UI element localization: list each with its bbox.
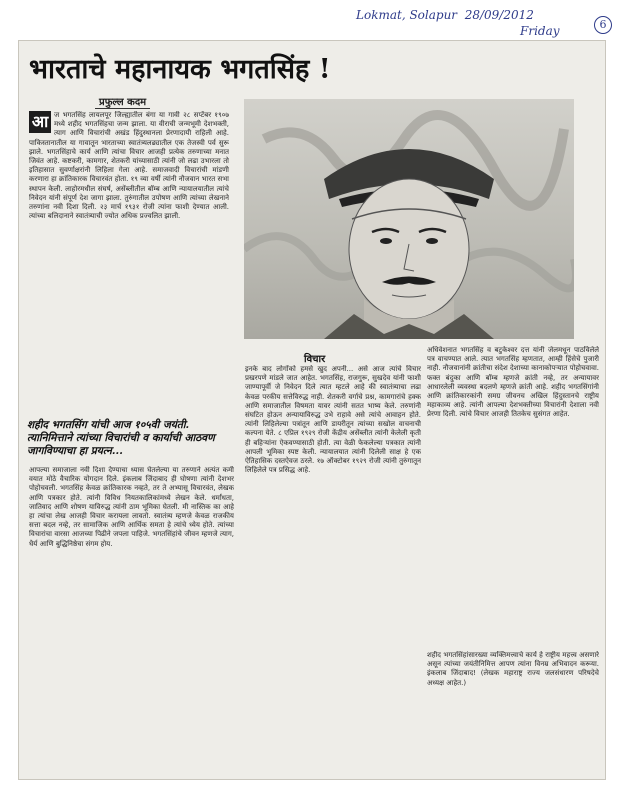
article-byline: प्रफुल्ल कदम: [95, 94, 150, 109]
column-text: शहीद भगतसिंहांसारख्या व्यक्तिमत्त्वाचे कार्य हे राष्ट्रीय महत्त्व असणारे असून त्यांच्या जयंतीनिमित्त आपण त्यांना विनम्र अभिवादन करूया. इंकलाब जिंदाबाद! (लेखक महाराष्ट्र राज्य जलसंधारण परिषदेचे अध्यक्ष आहेत.): [427, 651, 599, 687]
column-text: इनके बाद लोगोंको हमसे खुद अपनी... असे आज त्यांचे विचार प्रखरपणे मांडले जात आहेत. भगतसिंह, राजगुरू, सुखदेव यांनी फाशी जाण्यापूर्वी जे निवेदन दिले त्यात म्हटले आहे की स्वातंत्र्याचा लढा केवळ परकीय सत्तेविरुद्ध नाही. शेतकरी वर्गाचे प्रश्न, कामगारांचे हक्क आणि समाजातील विषमता यावर त्यांनी सतत भाष्य केले. तरुणांनी संघटित होऊन अन्यायाविरुद्ध उभे राहावे असे त्यांचे आवाहन होते. त्यांनी लिहिलेल्या पत्रांतून आणि डायरीतून त्यांच्या सखोल वाचनाची कल्पना येते. ८ एप्रिल १९२९ रोजी केंद्रीय असेंब्लीत त्यांनी केलेली कृती ही बहिऱ्यांना ऐकवण्यासाठी होती. त्या वेळी फेकलेल्या पत्रकात त्यांनी आपली भूमिका स्पष्ट केली. न्यायालयात त्यांनी दिलेली साक्ष हे एक ऐतिहासिक दस्तऐवज ठरले. १७ ऑक्टोबर १९२९ रोजी त्यांनी तुरुंगातून लिहिलेले पत्र प्रसिद्ध आहे.: [245, 365, 421, 475]
article-column-left-top: [29, 111, 229, 411]
column-text: ज भगतसिंह लायलपूर जिल्ह्यातील बंगा या गावी २८ सप्टेंबर १९०७ मध्ये शहीद भगतसिंहचा जन्म झाला. या वीराची जन्मभूमी देशभक्ती, त्याग आणि विचारांची अखंड हिंदुस्थानला प्रेरणादायी राहिली आहे. पाकिस्तानातील या गावातून भारताच्या स्वातंत्र्यलढ्यातील एक तेजस्वी पर्व सुरू झाले. भगतसिंहाचे कार्य आणि त्यांचा विचार आजही प्रत्येक तरुणाच्या मनात जिवंत आहे. कष्टकरी, कामगार, शेतकरी यांच्यासाठी त्यांनी जो लढा उभारला तो इतिहासात सुवर्णाक्षरांनी लिहिला गेला आहे. समाजवादी विचारांची मांडणी करणारा हा क्रांतिकारक विचारवंत होता. १९ व्या वर्षी त्यांनी नौजवान भारत सभा स्थापन केली. लाहोरमधील संघर्ष, असेंब्लीतील बॉम्ब आणि न्यायालयातील त्यांचे निवेदन यांनी संपूर्ण देश जागा झाला. तुरुंगातील उपोषण आणि त्यांच्या लेखनाने तरुणांना नवी दिशा दिली. २३ मार्च १९३१ रोजी त्यांना फाशी देण्यात आली. त्यांच्या बलिदानाने स्वातंत्र्याची ज्योत अधिक प्रज्वलित झाली.: [29, 111, 229, 221]
column-text: आपल्या समाजाला नवी दिशा देण्याचा ध्यास घेतलेल्या या तरुणाने अत्यंत कमी वयात मोठे वैचारिक योगदान दिले. इंकलाब जिंदाबाद ही घोषणा त्यांनी देशभर पोहोचवली. भगतसिंह केवळ क्रांतिकारक नव्हते, तर ते अभ्यासू विचारवंत, लेखक आणि पत्रकार होते. त्यांनी विविध नियतकालिकांमध्ये लेखन केले. धर्मांधता, जातिवाद आणि शोषण याविरुद्ध त्यांनी ठाम भूमिका घेतली. मी नास्तिक का आहे हा त्यांचा लेख आजही विचार करायला लावतो. स्वातंत्र्य म्हणजे केवळ राजकीय सत्ता बदल नव्हे, तर सामाजिक आणि आर्थिक समता हे त्यांचे ध्येय होते. त्यांच्या विचारांचा वारसा आजच्या पिढीने जपला पाहिजे. भगतसिंहांचे जीवन म्हणजे त्याग, धैर्य आणि बुद्धिनिष्ठेचा संगम होय.: [29, 466, 234, 548]
handwritten-page-number: 6: [594, 16, 612, 34]
article-column-right-end: [427, 651, 599, 761]
section-label: विचार: [304, 354, 326, 365]
column-text: अधिवेशनात भगतसिंह व बटुकेश्वर दत्त यांनी जेलमधून पाठविलेले पत्र वाचण्यात आले. त्यात भगतसिंह म्हणतात, आम्ही हिंसेचे पुजारी नाही. नौजवानांनी क्रांतीचा संदेश देशाच्या कानाकोपऱ्यात पोहोचवावा. फक्त बंदुका आणि बॉम्ब म्हणजे क्रांती नव्हे, तर अन्यायावर आधारलेली व्यवस्था बदलणे म्हणजे क्रांती आहे. शहीद भगतसिंगांनी आणि क्रांतिकारकांनी समग्र जीवनच अखिल हिंदुस्तानचे राष्ट्रीय महाकाव्य आहे. त्यांनी आपल्या देशभक्तीच्या विचारांनी देशाला नवी प्रेरणा दिली. त्यांचे विचार आजही तितकेच सुसंगत आहेत.: [427, 346, 599, 419]
handwritten-source-date: [356, 8, 534, 22]
pull-quote: शहीद भगतसिंग यांची आज १०५वी जयंती. त्यानिमित्ताने त्यांच्या विचारांची व कार्याची आठवण जागविण्याचा हा प्रयत्न...: [27, 419, 215, 457]
dropcap: आ: [29, 111, 51, 133]
portrait-sketch-image: [244, 99, 574, 339]
portrait-sketch-illustration: [244, 99, 574, 339]
handwritten-day: Friday: [520, 24, 560, 38]
article-column-left-bottom: [29, 466, 234, 756]
article-column-right: [427, 346, 599, 646]
article-headline: भारताचे महानायक भगतसिंह !: [29, 54, 331, 85]
handwritten-date: 28/09/2012: [464, 8, 534, 22]
article-column-middle: [245, 365, 421, 760]
handwritten-source: Lokmat, Solapur: [356, 8, 458, 22]
newspaper-clipping: [18, 40, 606, 780]
